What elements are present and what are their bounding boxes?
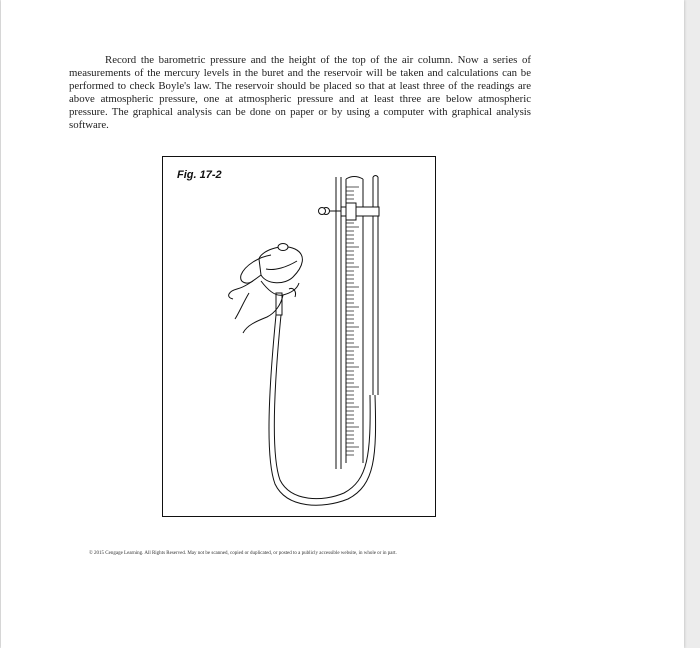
body-paragraph: Record the barometric pressure and the height of the top of the air column. Now a series of measurements of the mercury levels in the buret and the reservoir will be taken and calculations can be performed to check Boyle's law. The reservoir should be placed so that at least three of the readings are above atmospheric pressure, one at atmospheric pressure and at least three are below atmospheric pressure. The graphical analysis can be done on paper or by using a computer with graphical analysis software. bbox=[69, 54, 531, 131]
figure-label: Fig. 17-2 bbox=[177, 169, 222, 181]
mercury-reservoir bbox=[259, 244, 302, 316]
boyles-law-apparatus-illustration bbox=[163, 157, 434, 515]
copyright-footer: © 2015 Cengage Learning. All Rights Reserved. May not be scanned, copied or duplicated, or posted to a publicly accessible website, in whole or in part. bbox=[89, 551, 397, 556]
document-page bbox=[1, 0, 684, 648]
flexible-tubing bbox=[269, 315, 376, 505]
buret-graduations bbox=[346, 187, 359, 455]
stand-rod bbox=[336, 177, 341, 469]
figure-box bbox=[162, 156, 436, 517]
clamp bbox=[319, 203, 380, 220]
